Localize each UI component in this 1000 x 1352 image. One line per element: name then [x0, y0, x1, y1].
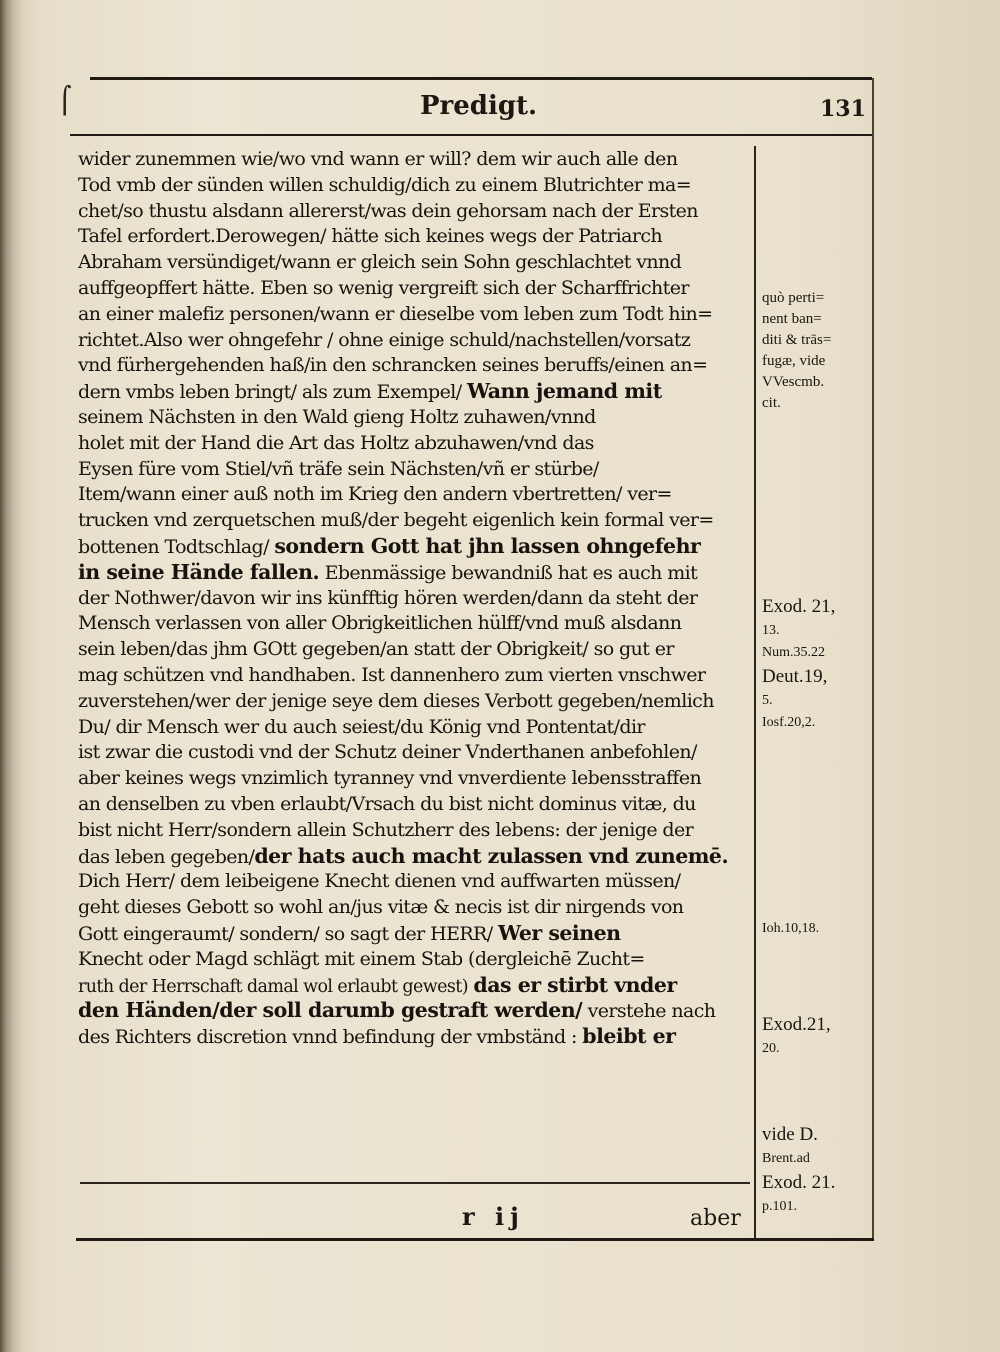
margin-note-line: Exod.21,	[762, 1014, 831, 1035]
emphasized-text: der hats auch macht zulassen vnd zunemē.	[254, 843, 729, 868]
page-number: 131	[820, 96, 866, 122]
main-text-block	[78, 147, 744, 1177]
text-line	[78, 998, 744, 1024]
emphasized-line: seinem Nächsten in den Wald gieng Holtz zuhawen/vnnd	[78, 405, 596, 428]
margin-note-line: 20.	[762, 1041, 780, 1056]
text-run: des Richters discretion vnnd befindung der vmbständ :	[78, 1026, 577, 1049]
margin-note-line: 13.	[762, 623, 780, 638]
margin-note-line: VVescmb.	[762, 374, 825, 390]
catchword: aber	[690, 1206, 741, 1231]
margin-note-line: Ioh.10,18.	[762, 921, 820, 936]
margin-note-line: diti & trās=	[762, 332, 832, 348]
text-line: mag schützen vnd handhaben. Ist dannenhero zum vierten vnschwer	[78, 663, 706, 686]
emphasized-text: den Händen/der soll darumb gestraft werden/	[78, 998, 583, 1023]
text-line: chet/so thustu alsdann allererst/was dein gehorsam nach der Ersten	[78, 199, 698, 222]
emphasized-text: das er stirbt vnder	[473, 972, 677, 997]
text-line: aber keines wegs vnzimlich tyranney vnd vnverdiente lebensstraffen	[78, 767, 702, 790]
text-run: Gott eingeraumt/ sondern/ so sagt der HERR/	[78, 922, 493, 945]
text-line: an einer malefiz personen/wann er dieselbe vom leben zum Todt hin=	[78, 302, 713, 325]
binding-shadow	[0, 0, 22, 1352]
text-run: bottenen Todtschlag/	[78, 535, 269, 558]
text-line: Item/wann einer auß noth im Krieg den andern vbertretten/ ver=	[78, 483, 672, 506]
text-line	[78, 1024, 744, 1050]
text-line	[78, 973, 744, 999]
text-line: wider zunemmen wie/wo vnd wann er will? dem wir auch alle den	[78, 148, 678, 170]
text-line	[78, 379, 744, 405]
margin-note-line: Iosf.20,2.	[762, 715, 816, 730]
text-run: ruth der Herrschaft damal wol erlaubt gewest)	[78, 976, 468, 997]
text-line	[78, 921, 744, 947]
margin-note-line: Brent.ad	[762, 1151, 810, 1166]
margin-note	[762, 288, 831, 414]
margin-note-line: Deut.19,	[762, 666, 828, 687]
text-run: Ebenmässige bewandniß hat es auch mit	[324, 561, 698, 584]
margin-note-line: vide D.	[762, 1124, 818, 1145]
emphasized-text: in seine Hände fallen.	[78, 559, 320, 584]
text-line: Du/ dir Mensch wer du auch seiest/du König vnd Pontentat/dir	[78, 715, 645, 738]
margin-note-line: quò perti=	[762, 290, 825, 306]
emphasized-line: holet mit der Hand die Art das Holtz abzuhawen/vnd das	[78, 431, 594, 454]
running-head: Predigt.	[420, 91, 538, 121]
text-line: trucken vnd zerquetschen muß/der begeht eigenlich kein formal ver=	[78, 509, 714, 532]
text-line: Dich Herr/ dem leibeigene Knecht dienen vnd auffwarten müssen/	[78, 870, 681, 893]
text-run: verstehe nach	[587, 1000, 716, 1023]
text-line: Tafel erfordert.Derowegen/ hätte sich keines wegs der Patriarch	[78, 225, 663, 248]
text-line: vnd fürhergehenden haß/in den schrancken seines beruffs/einen an=	[78, 354, 708, 377]
text-line: geht dieses Gebott so wohl an/jus vitæ & necis ist dir nirgends von	[78, 896, 684, 919]
text-line: auffgeopffert hätte. Eben so wenig vergreift sich der Scharffrichter	[78, 276, 689, 299]
text-line: zuverstehen/wer der jenige seye dem dieses Verbott gegeben/nemlich	[78, 689, 714, 712]
text-line	[78, 534, 744, 560]
margin-note-line: fugæ, vide	[762, 353, 826, 369]
margin-note-line: 5.	[762, 693, 773, 708]
text-line: der Nothwer/davon wir ins künfftig hören werden/dann da steht der	[78, 586, 698, 609]
text-line: an denselben zu vben erlaubt/Vrsach du bist nicht dominus vitæ, du	[78, 792, 696, 815]
top-rule	[90, 77, 872, 80]
text-line: richtet.Also wer ohngefehr / ohne einige schuld/nachstellen/vorsatz	[78, 328, 691, 351]
margin-bracket-mark: ⌠	[58, 86, 72, 116]
margin-note	[762, 918, 819, 940]
text-line: ist zwar die custodi vnd der Schutz deiner Vnderthanen anbefohlen/	[78, 741, 697, 764]
emphasized-text: bleibt er	[582, 1024, 676, 1049]
emphasized-text: sondern Gott hat jhn lassen ohngefehr	[274, 533, 701, 558]
margin-note-line: cit.	[762, 395, 781, 411]
text-line	[78, 844, 744, 870]
emphasized-text: Wann jemand mit	[466, 379, 662, 404]
text-line: Mensch verlassen von aller Obrigkeitlichen hülff/vnd muß alsdann	[78, 612, 682, 635]
text-line: Abraham versündiget/wann er gleich sein Sohn geschlachtet vnnd	[78, 251, 682, 274]
margin-note-line: Exod. 21.	[762, 1172, 836, 1193]
text-run: dern vmbs leben bringt/ als zum Exempel/	[78, 381, 462, 404]
text-line: Tod vmb der sünden willen schuldig/dich zu einem Blutrichter ma=	[78, 173, 692, 196]
emphasized-line: Eysen füre vom Stiel/vñ träfe sein Nächsten/vñ er stürbe/	[78, 457, 599, 480]
margin-note-line: Exod. 21,	[762, 596, 836, 617]
margin-note	[762, 1012, 831, 1060]
margin-note-line: p.101.	[762, 1199, 797, 1214]
header-rule	[70, 134, 874, 136]
margin-note	[762, 594, 835, 734]
margin-note-line: Num.35.22	[762, 645, 825, 660]
margin-note-line: nent ban=	[762, 311, 822, 327]
footer-rule	[76, 1238, 874, 1241]
margin-note	[762, 1122, 835, 1218]
text-line	[78, 560, 744, 586]
emphasized-text: Wer seinen	[498, 920, 621, 945]
text-run: das leben gegeben/	[78, 845, 255, 868]
bottom-text-rule	[80, 1182, 750, 1184]
emphasized-line: Knecht oder Magd schlägt mit einem Stab (dergleichē Zucht=	[78, 947, 645, 970]
text-line: sein leben/das jhm GOtt gegeben/an statt der Obrigkeit/ so gut er	[78, 638, 674, 661]
text-line: bist nicht Herr/sondern allein Schutzherr des lebens: der jenige der	[78, 818, 694, 841]
margin-column-rule	[754, 146, 756, 1238]
signature-mark: r ij	[462, 1202, 525, 1231]
outer-frame-rule	[872, 78, 874, 1238]
